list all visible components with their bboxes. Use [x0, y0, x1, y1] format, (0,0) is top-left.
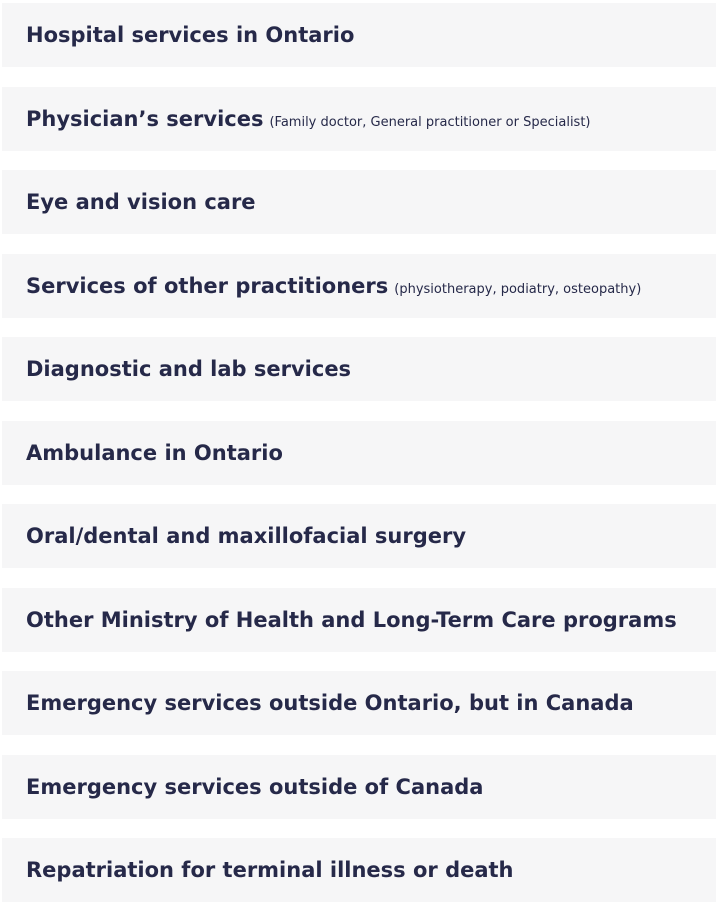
accordion-item-title: Physician’s services — [26, 107, 264, 131]
accordion-item-ministry-programs[interactable] — [2, 588, 716, 652]
accordion-item-hospital-services[interactable] — [2, 3, 716, 67]
accordion-item-title: Oral/dental and maxillofacial surgery — [26, 524, 467, 548]
accordion-item-diagnostic-lab[interactable] — [2, 337, 716, 401]
accordion-item-repatriation[interactable] — [2, 838, 716, 902]
accordion-item-eye-vision-care[interactable] — [2, 170, 716, 234]
accordion-item-title: Emergency services outside Ontario, but in Canada — [26, 691, 634, 715]
accordion-item-title: Ambulance in Ontario — [26, 441, 283, 465]
accordion-item-title: Services of other practitioners — [26, 274, 389, 298]
accordion-item-other-practitioners[interactable] — [2, 254, 716, 318]
accordion-item-note: (Family doctor, General practitioner or Specialist) — [269, 114, 591, 130]
accordion-item-emergency-in-canada[interactable] — [2, 671, 716, 735]
accordion-item-title: Other Ministry of Health and Long-Term Care programs — [26, 608, 677, 632]
accordion-item-physician-services[interactable] — [2, 87, 716, 151]
accordion-item-title: Diagnostic and lab services — [26, 357, 352, 381]
accordion-item-emergency-outside-canada[interactable] — [2, 755, 716, 819]
accordion-item-title: Hospital services in Ontario — [26, 23, 355, 47]
accordion-item-title: Emergency services outside of Canada — [26, 775, 484, 799]
accordion-item-note: (physiotherapy, podiatry, osteopathy) — [394, 281, 642, 297]
accordion-item-ambulance[interactable] — [2, 421, 716, 485]
accordion-item-title: Eye and vision care — [26, 190, 256, 214]
accordion-item-title: Repatriation for terminal illness or death — [26, 858, 514, 882]
accordion-item-oral-dental-surgery[interactable] — [2, 504, 716, 568]
